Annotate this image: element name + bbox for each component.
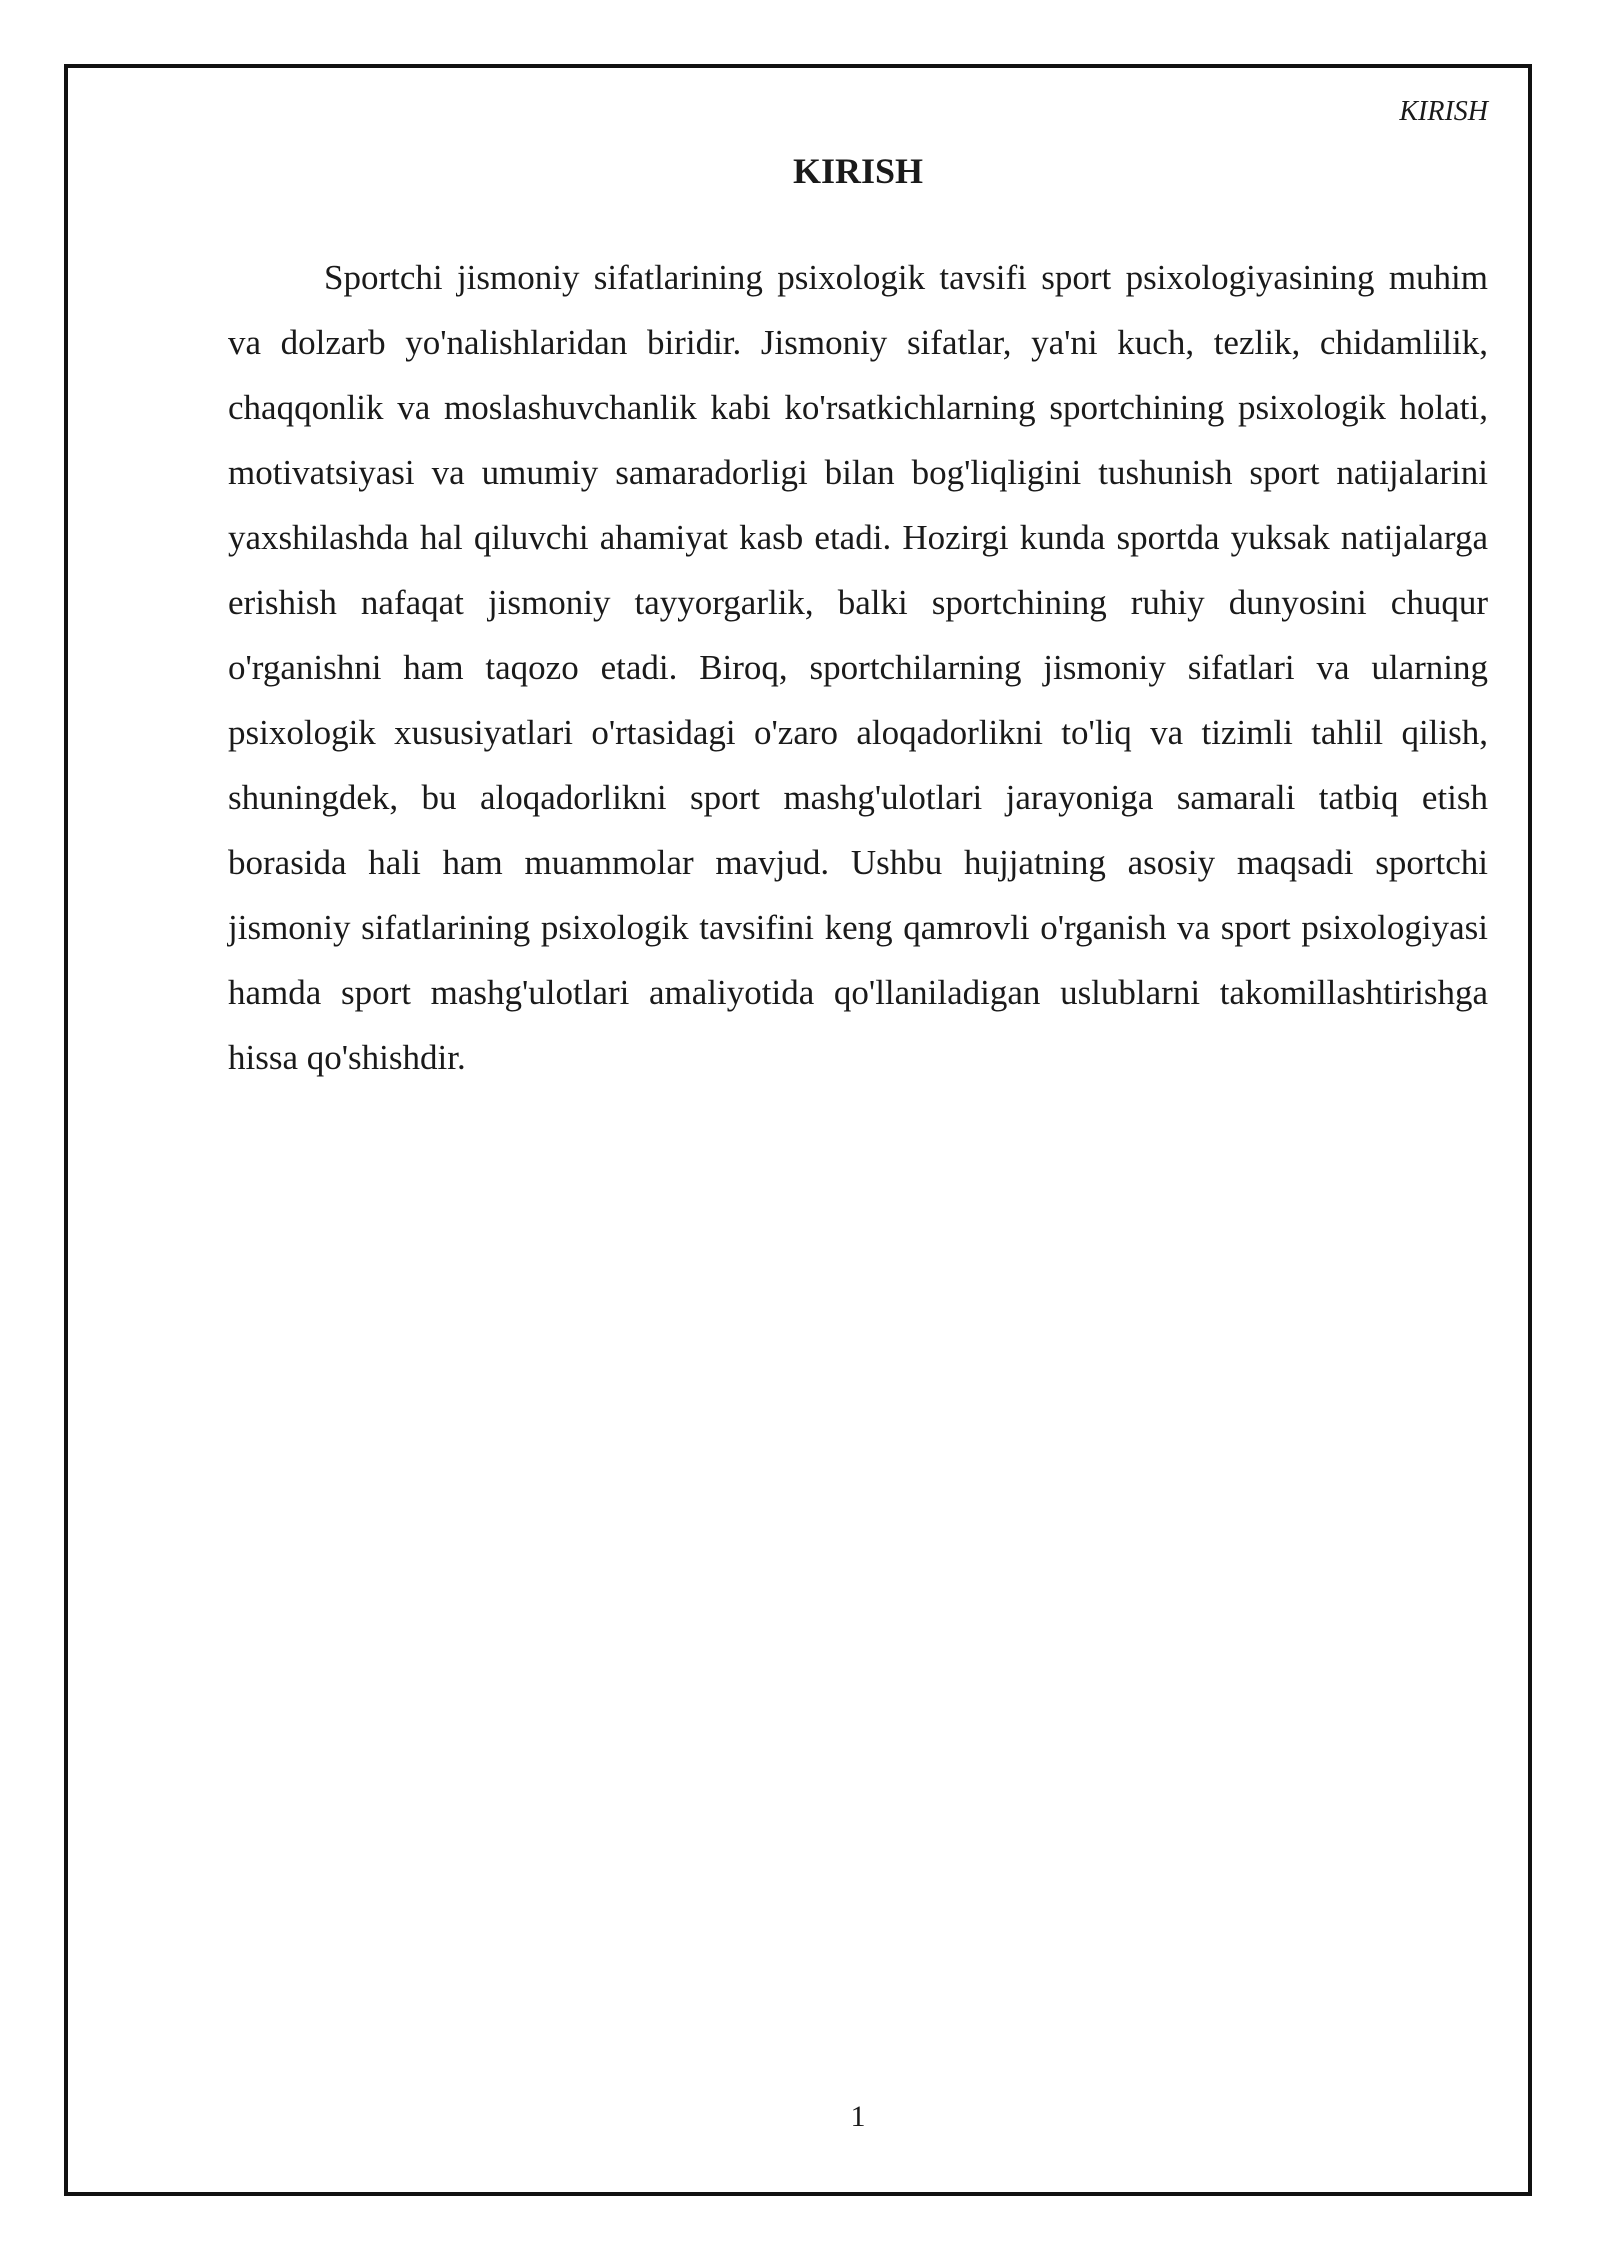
page-number: 1 xyxy=(850,2100,866,2133)
running-header: KIRISH xyxy=(1399,96,1488,127)
section-title: KIRISH xyxy=(792,151,924,191)
body-paragraph: Sportchi jismoniy sifatlarining psixologik tavsifi sport psixologiyasining muhim va dolzarb yo'nalishlaridan biridir. Jismoniy sifatlar, ya'ni kuch, tezlik, chidamlilik, chaqqonlik va moslashuvchanlik kabi ko'rsatkichlarning sportchining psixologik holati, motivatsiyasi va umumiy samaradorligi bilan bog'liqligini tushunish sport natijalarini yaxshilashda hal qiluvchi ahamiyat kasb etadi. Hozirgi kunda sportda yuksak natijalarga erishish nafaqat jismoniy tayyorgarlik, balki sportchining ruhiy dunyosini chuqur o'rganishni ham taqozo etadi. Biroq, sportchilarning jismoniy sifatlari va ularning psixologik xususiyatlari o'rtasidagi o'zaro aloqadorlikni to'liq va tizimli tahlil qilish, shuningdek, bu aloqadorlikni sport mashg'ulotlari jarayoniga samarali tatbiq etish borasida hali ham muammolar mavjud. Ushbu hujjatning asosiy maqsadi sportchi jismoniy sifatlarining psixologik tavsifini keng qamrovli o'rganish va sport psixologiyasi hamda sport mashg'ulotlari amaliyotida qo'llaniladigan uslublarni takomillashtirishga hissa qo'shishdir. xyxy=(228,258,1488,1077)
